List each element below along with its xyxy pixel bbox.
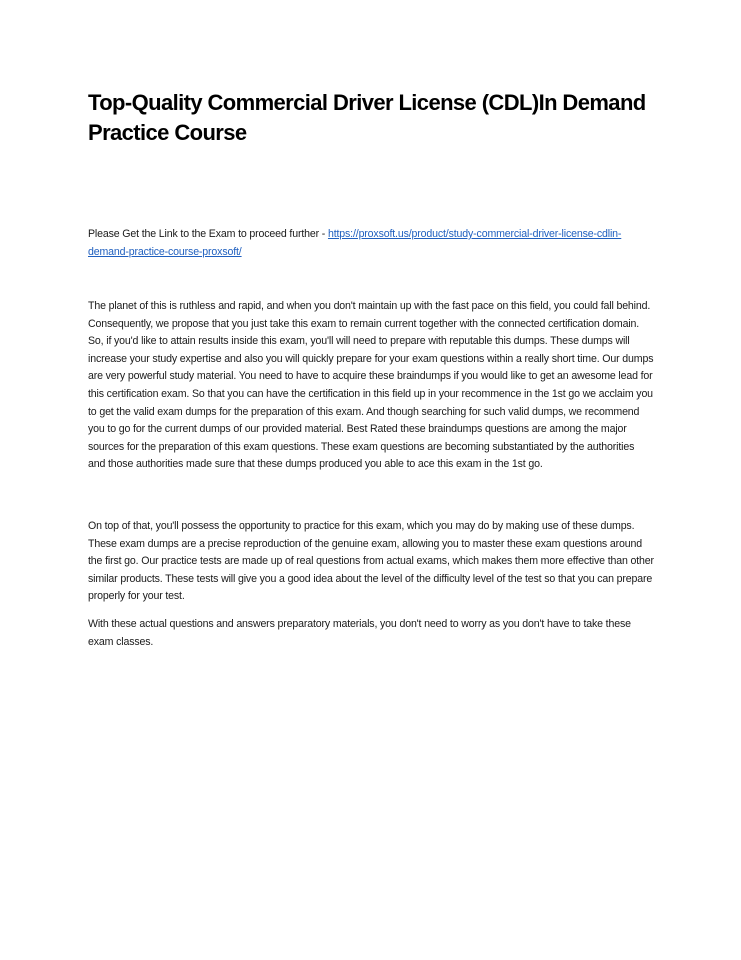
paragraph-2: On top of that, you'll possess the opportunity to practice for this exam, which you may do by making use of these dumps. These exam dumps are a precise reproduction of the genuine exam, allowing you to master these exam questions around the first go. Our practice tests are made up of real questions from actual exams, which makes them more effective than other similar products. These tests will give you a good idea about the level of the difficulty level of the test so that you can prepare properly for your test.	[88, 520, 654, 603]
paragraph-1: The planet of this is ruthless and rapid, and when you don't maintain up with the fast pace on this field, you could fall behind. Consequently, we propose that you just take this exam to remain current together with the connected certification domain. So, if you'd like to attain results inside this exam, you'll will need to prepare with reputable this dumps. These dumps will increase your study expertise and also you will quickly prepare for your exam questions within a really short time. Our dumps are very powerful study material. You need to have to acquire these braindumps if you would like to get an awesome lead for this certification exam. So that you can have the certification in this field up in your recommence in the 1st go we acclaim you to get the valid exam dumps for the preparation of this exam. And though searching for such valid dumps, we recommend you to go for the current dumps of our provided material. Best Rated these braindumps questions are among the major sources for the preparation of this exam questions. These exam questions are becoming substantiated by the authorities and those authorities made sure that these dumps produced you able to ace this exam in the 1st go.	[88, 300, 654, 471]
exam-link-intro	[88, 226, 654, 261]
document-title: Top-Quality Commercial Driver License (CDL)In Demand Practice Course	[88, 90, 646, 145]
paragraph-3: With these actual questions and answers preparatory materials, you don't need to worry as you don't have to take these exam classes.	[88, 618, 631, 648]
intro-text: Please Get the Link to the Exam to proceed further -	[88, 228, 328, 240]
exam-link[interactable]: https://proxsoft.us/product/study-commercial-driver-license-cdlin-demand-practice-course-proxsoft/	[88, 228, 622, 258]
